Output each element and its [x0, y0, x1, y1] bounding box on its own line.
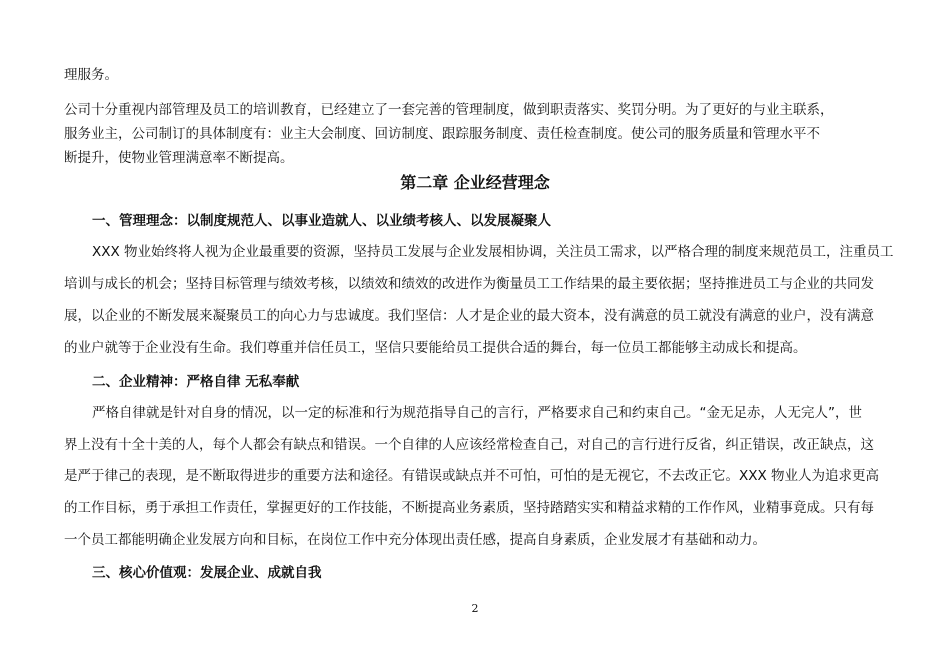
intro-line-2: 公司十分重视内部管理及员工的培训教育，已经建立了一套完善的管理制度，做到职责落实、奖罚分明。为了更好的与业主联系， [64, 102, 834, 118]
section-3-heading: 三、核心价值观：发展企业、成就自我 [92, 565, 322, 581]
page-number: 2 [471, 602, 479, 615]
section-2-line-2: 界上没有十全十美的人，每个人都会有缺点和错误。一个自律的人应该经常检查自己，对自己的言行进行反省，纠正错误，改正缺点，这 [64, 437, 874, 453]
section-2-line-4: 的工作目标，勇于承担工作责任，掌握更好的工作技能，不断提高业务素质，坚持踏踏实实和精益求精的工作作风，业精事竟成。只有每 [64, 500, 874, 516]
section-1-heading: 一、管理理念：以制度规范人、以事业造就人、以业绩考核人、以发展凝聚人 [92, 213, 551, 229]
chapter-title: 第二章 企业经营理念 [400, 173, 550, 192]
section-1-line-1: XXX 物业始终将人视为企业最重要的资源，坚持员工发展与企业发展相协调，关注员工需求，以严格合理的制度来规范员工，注重员工 [92, 244, 894, 260]
intro-line-1: 理服务。 [64, 67, 118, 83]
section-2-line-3: 是严于律己的表现，是不断取得进步的重要方法和途径。有错误或缺点并不可怕，可怕的是无视它，不去改正它。XXX 物业人为追求更高 [64, 468, 880, 484]
section-1-line-3: 展，以企业的不断发展来凝聚员工的向心力与忠诚度。我们坚信：人才是企业的最大资本，没有满意的员工就没有满意的业户，没有满意 [64, 308, 874, 324]
section-1-line-2: 培训与成长的机会；坚持目标管理与绩效考核，以绩效和绩效的改进作为衡量员工工作结果的最主要依据；坚持推进员工与企业的共同发 [64, 276, 874, 292]
intro-line-4: 断提升，使物业管理满意率不断提高。 [64, 150, 294, 166]
section-2-line-1: 严格自律就是针对自身的情况，以一定的标准和行为规范指导自己的言行，严格要求自己和约束自己。“金无足赤，人无完人”，世 [92, 405, 862, 421]
section-2-heading: 二、企业精神：严格自律 无私奉献 [92, 374, 300, 390]
section-1-line-4: 的业户就等于企业没有生命。我们尊重并信任员工，坚信只要能给员工提供合适的舞台，每一位员工都能够主动成长和提高。 [64, 340, 807, 356]
section-2-line-5: 一个员工都能明确企业发展方向和目标，在岗位工作中充分体现出责任感，提高自身素质，企业发展才有基础和动力。 [64, 532, 766, 548]
intro-line-3: 服务业主，公司制订的具体制度有：业主大会制度、回访制度、跟踪服务制度、责任检查制度。使公司的服务质量和管理水平不 [64, 126, 820, 142]
